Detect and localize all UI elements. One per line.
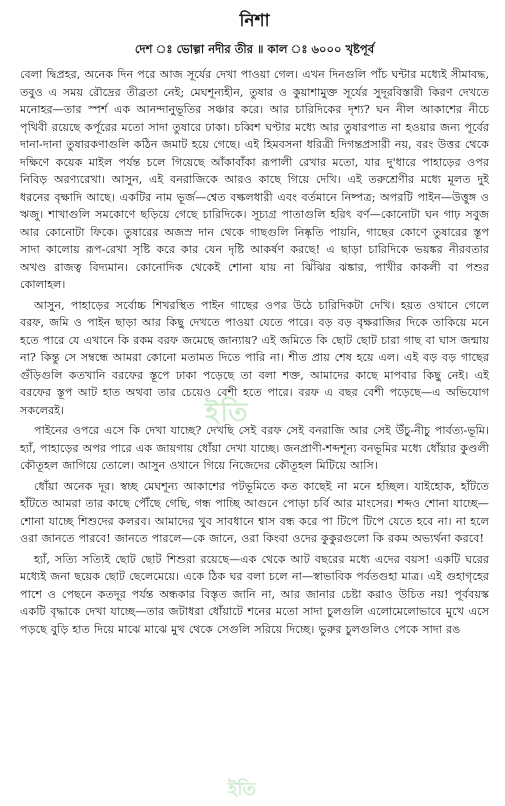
watermark-bottom: ইতি — [228, 779, 257, 800]
paragraph-4: ধোঁয়া অনেক দূর। স্বচ্ছ মেঘশূন্য আকাশের পটভূমিতে কত কাছেই না মনে হচ্ছিল। যাইহোক, হাঁটতে হাঁটতে আমরা তার কাছে পৌঁছে গেছি, গন্ধ পাচ্ছি আগুনে পোড়া চর্বি আর মাংসের। শব্দও শোনা যাচ্ছে—শোনা যাচ্ছে শিশুদের কলরব। আমাদের খুব সাবধানে শ্বাস বন্ধ করে পা টিপে টিপে যেতে হবে না। না হলে ওরা জানতে পারবে! জানতে পারলে—কে জানে, ওরা কিংবা ওদের কুকুরগুলো কি রকম অভ্যর্থনা করবে! — [20, 479, 489, 545]
paragraph-2: আসুন, পাহাড়ের সর্বোচ্চ শিখরস্থিত পাইন গাছের ওপর উঠে চারিদিকটা দেখি। হয়ত ওখানে গেলে বরফ, জমি ও পাইন ছাড়া আর কিছু দেখতে পাওয়া যেতে পারে। বড় বড় বৃক্ষরাজির দিকে তাকিয়ে মনে হতে পারে যে এখানে কি রকম বরফ জমেছে জান্যায়? এই জমিতে কি ছোট ছোট চারা গাছ বা ঘাস জন্মায় না? কিন্তু সে সম্বন্ধে আমরা কোনো মতামত দিতে পারি না। শীত প্রায় শেষ হয়ে এল। এই বড় বড় গাছের গুঁড়িগুলি কতখানি বরফের স্তূপে ঢাকা পড়েছে তা বলা শক্ত, আমাদের কাছে মাপবার কিছু নেই। এই বরফের স্তূপ আট হাত অথবা তার চেয়েও বেশী হতে পারে। বরফ এ বছর বেশী পড়েছে—এ অভিযোগ সকলেরই। — [20, 298, 489, 417]
watermark: ইতি — [205, 398, 250, 428]
paragraph-5: হ্যাঁ, সত্যি সত্যিই ছোট ছোট শিশুরা রয়েছে—এক থেকে আট বছরের মধ্যে এদের বয়স! একটি ঘরের মধ্যেই জনা ছয়েক ছোট ছেলেমেয়ে। একে ঠিক ঘর বলা চলে না—স্বাভাবিক পর্বতগুহা মাত্র। এই গুহাগৃহের পাশে ও পেছনে কতদূর পর্যন্ত অন্ধকার বিস্তৃত জানি না, আর জানার চেষ্টা করাও উচিত নয়! পূর্ববয়স্ক একটি বৃদ্ধাকে দেখা যাচ্ছে—তার জটাধরা ধোঁয়াটে শনের মতো সাদা চুলগুলি এলোমেলোভাবে মুখে এসে পড়ছে বুড়ি হাত দিয়ে মাঝে মাঝে মুখ থেকে সেগুলি সরিয়ে দিচ্ছে। ভুরুর চুলগুলিও পেকে সাদা রঙ — [20, 552, 489, 636]
page-title: নিশা — [239, 11, 270, 31]
page-subtitle: দেশ ঃ ভোল্গা নদীর তীর ॥ কাল ঃ ৬০০০ খৃষ্টপূর্ব — [134, 42, 375, 56]
paragraph-3: পাইনের ওপরে এসে কি দেখা যাচ্ছে? দেখছি সেই বরফ সেই বনরাজি আর সেই উঁচু-নীচু পার্বত্য-ভূমি। হ্যাঁ, পাহাড়ের অপর পারে এক জায়গায় ধোঁয়া দেখা যাচ্ছে। জনপ্রাণী-শব্দশূন্য বনভূমির মধ্যে ধোঁয়ার কুণ্ডলী কৌতূহল জাগিয়ে তোলে। আসুন ওখানে গিয়ে নিজেদের কৌতূহল মিটিয়ে আসি। — [20, 424, 489, 472]
paragraph-1: বেলা দ্বিপ্রহর, অনেক দিন পরে আজ সূর্যের দেখা পাওয়া গেল। এখন দিনগুলি পাঁচ ঘন্টার মধ্যেই সীমাবদ্ধ, তবুও এ সময় রৌদ্রের তীব্রতা নেই; মেঘশূন্যহীন, তুষার ও কুয়াশামুক্ত সূর্যের সুদূরবিস্তারী কিরণ দেখতে মনোহর—তার স্পর্শ এক আনন্দানুভূতির সঞ্চার করে। আর চারিদিকের দৃশ্য? ঘন নীল আকাশের নীচে পৃথিবী রয়েছে কর্পূরের মতো সাদা তুষারে ঢাকা। চব্বিশ ঘণ্টার মধ্যে আর তুষারপাত না হওয়ার জন্য পূর্বের দানা-দানা তুষারকণাগুলি কঠিন জমাট হয়ে গেছে। এই হিমবসনা ধরিত্রী দিগন্তপ্রসারী নয়, বরং উত্তর থেকে দক্ষিণে কয়েক মাইল পর্যন্ত চলে গিয়েছে আঁকাবাঁকা রূপালী রেখার মতো, যার দু'ধারে পাহাড়ের ওপর নিবিড় অরণ্যরেখা। আসুন, এই বনরাজিকে আরও কাছে গিয়ে দেখি। এই তরুশ্রেণীর মধ্যে মূলত দুই ধরনের বৃক্ষাদি আছে। একটির নাম ভূর্জ—শ্বেত বল্কলধারী এবং বর্তমানে নিষ্পত্র; অপরটি পাইন—উত্তুঙ্গ ও ঋজু। শাখাগুলি সমকোণে ছড়িয়ে গেছে চারিদিকে। সূচ্যগ্র পাতাগুলি হরিৎ বর্ণ—কোনোটা ঘন গাঢ় সবুজ আর কোনোটা ফিকে। তুষারের অজস্র দান থেকে গাছগুলি নিষ্কৃতি পায়নি, গাছের কোণে তুষারের স্তূপ সাদা কালোয় রূপ-রেখা সৃষ্টি করে কার যেন দৃষ্টি আকর্ষণ করছে! এ ছাড়া চারিদিকে ভয়ঙ্কর নীরবতার অখণ্ড রাজত্ব বিদ্যমান। কোনোদিক থেকেই শোনা যায় না ঝিঁঝির ঝঙ্কার, পাখীর কাকলী বা পশুর কোলাহল। — [20, 68, 489, 291]
